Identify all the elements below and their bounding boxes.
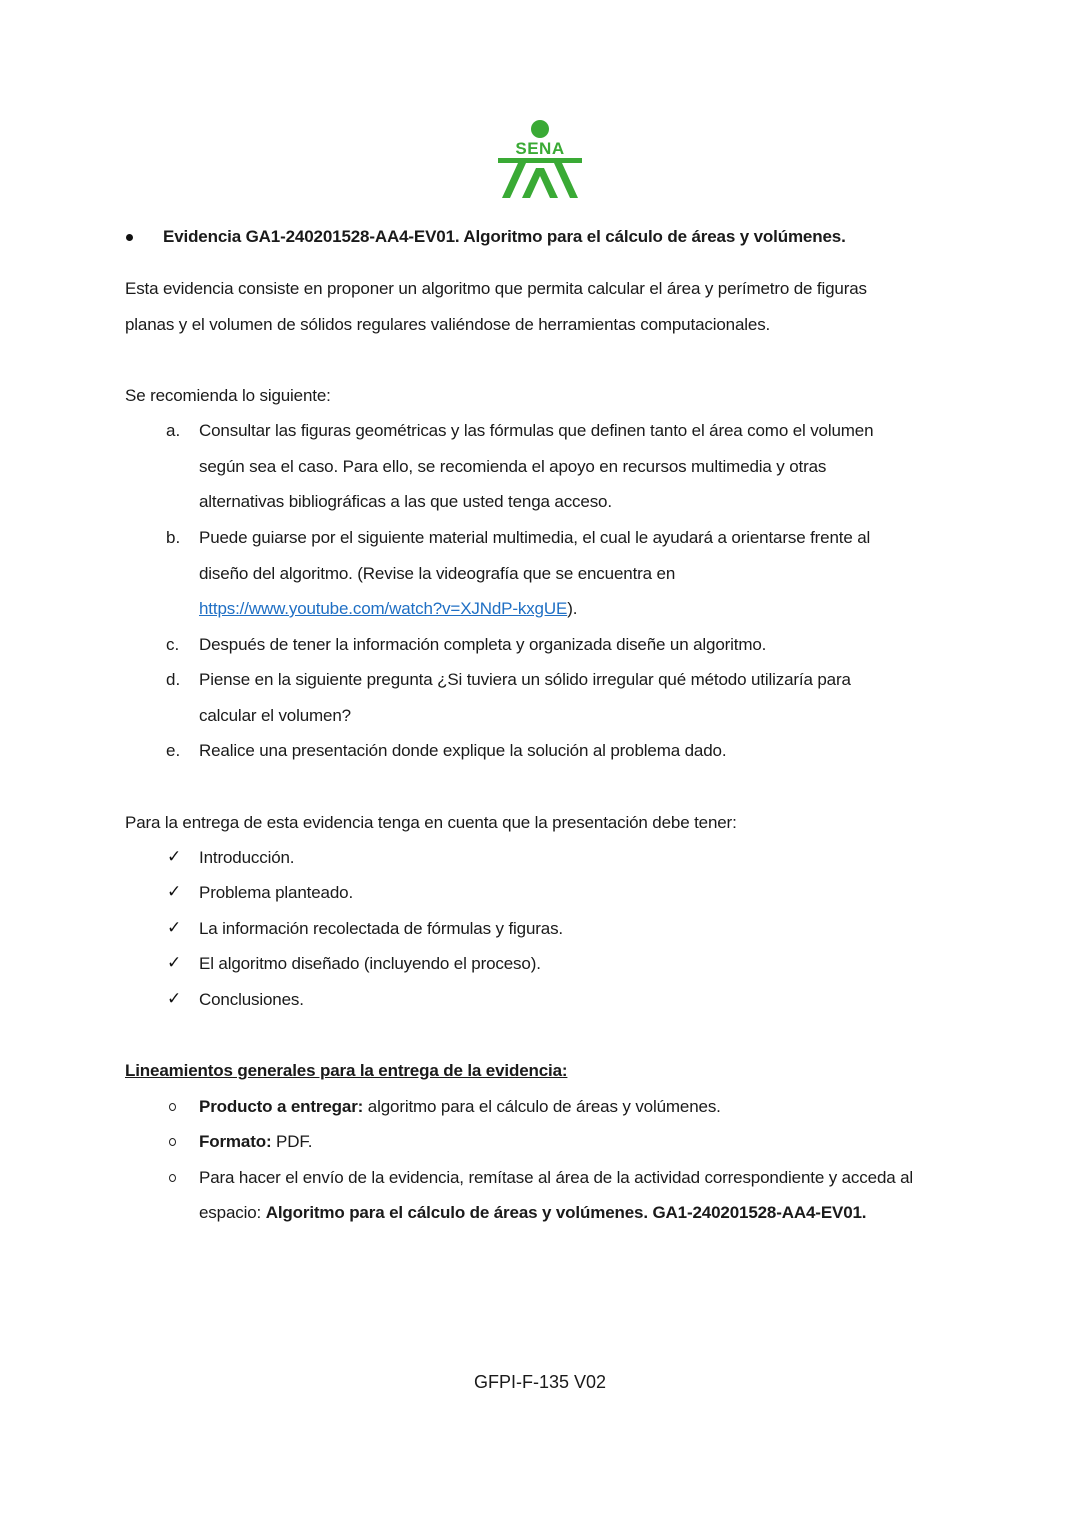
recommendation-b-line-3 xyxy=(199,598,577,620)
check-icon: ✓ xyxy=(167,953,182,973)
guideline-label: Formato: xyxy=(199,1132,272,1151)
recommendation-b-line-2: diseño del algoritmo. (Revise la videografía que se encuentra en xyxy=(199,564,676,583)
recommendation-c-line-1: Después de tener la información completa y organizada diseñe un algoritmo. xyxy=(199,635,767,654)
sena-logo-icon xyxy=(496,118,584,202)
list-marker-d: d. xyxy=(166,670,181,689)
check-icon: ✓ xyxy=(167,989,182,1009)
guideline-value: PDF. xyxy=(271,1132,313,1151)
list-marker-b: b. xyxy=(166,528,181,547)
check-icon: ✓ xyxy=(167,882,182,902)
presentation-item-4: El algoritmo diseñado (incluyendo el proceso). xyxy=(199,954,541,973)
guideline-value: algoritmo para el cálculo de áreas y volúmenes. xyxy=(363,1097,721,1116)
intro-line-2: planas y el volumen de sólidos regulares valiéndose de herramientas computacionales. xyxy=(125,315,771,334)
list-marker-e: e. xyxy=(166,741,181,760)
guidelines-heading: Lineamientos generales para la entrega de la evidencia: xyxy=(125,1061,568,1080)
presentation-item-2: Problema planteado. xyxy=(199,883,354,902)
youtube-link[interactable]: https://www.youtube.com/watch?v=XJNdP-kxgUE xyxy=(199,599,568,618)
check-icon: ✓ xyxy=(167,847,182,867)
svg-text:SENA: SENA xyxy=(515,139,565,158)
guideline-item-1 xyxy=(199,1096,721,1118)
presentation-item-1: Introducción. xyxy=(199,848,295,867)
bullet-icon xyxy=(126,234,133,241)
recommendation-b-line-1: Puede guiarse por el siguiente material multimedia, el cual le ayudará a orientarse frente al xyxy=(199,528,871,547)
presentation-item-3: La información recolectada de fórmulas y figuras. xyxy=(199,919,564,938)
recommendation-e-line-1: Realice una presentación donde explique la solución al problema dado. xyxy=(199,741,727,760)
circle-bullet-icon xyxy=(169,1103,176,1111)
recommendation-a-line-1: Consultar las figuras geométricas y las fórmulas que definen tanto el área como el volumen xyxy=(199,421,874,440)
check-icon: ✓ xyxy=(167,918,182,938)
recommendations-heading: Se recomienda lo siguiente: xyxy=(125,386,331,405)
recommendation-d-line-1: Piense en la siguiente pregunta ¿Si tuviera un sólido irregular qué método utilizaría para xyxy=(199,670,851,689)
guideline-prefix: espacio: xyxy=(199,1203,266,1222)
circle-bullet-icon xyxy=(169,1138,176,1146)
guideline-space-name: Algoritmo para el cálculo de áreas y volúmenes. GA1-240201528-AA4-EV01. xyxy=(265,1203,867,1222)
link-suffix: ). xyxy=(567,599,578,618)
presentation-heading: Para la entrega de esta evidencia tenga en cuenta que la presentación debe tener: xyxy=(125,813,737,832)
circle-bullet-icon xyxy=(169,1174,176,1182)
recommendation-a-line-3: alternativas bibliográficas a las que usted tenga acceso. xyxy=(199,492,612,511)
document-code-footer: GFPI-F-135 V02 xyxy=(473,1372,607,1392)
guideline-item-3-line-1: Para hacer el envío de la evidencia, remítase al área de la actividad correspondiente y acceda al xyxy=(199,1168,914,1187)
list-marker-c: c. xyxy=(166,635,180,654)
recommendation-a-line-2: según sea el caso. Para ello, se recomienda el apoyo en recursos multimedia y otras xyxy=(199,457,827,476)
guideline-label: Producto a entregar: xyxy=(199,1097,364,1116)
list-marker-a: a. xyxy=(166,421,181,440)
intro-line-1: Esta evidencia consiste en proponer un algoritmo que permita calcular el área y perímetro de figuras xyxy=(125,279,867,298)
guideline-item-3-line-2 xyxy=(199,1202,866,1224)
guideline-item-2 xyxy=(199,1131,312,1153)
recommendation-d-line-2: calcular el volumen? xyxy=(199,706,351,725)
evidence-title: Evidencia GA1-240201528-AA4-EV01. Algoritmo para el cálculo de áreas y volúmenes. xyxy=(163,227,846,246)
presentation-item-5: Conclusiones. xyxy=(199,990,304,1009)
